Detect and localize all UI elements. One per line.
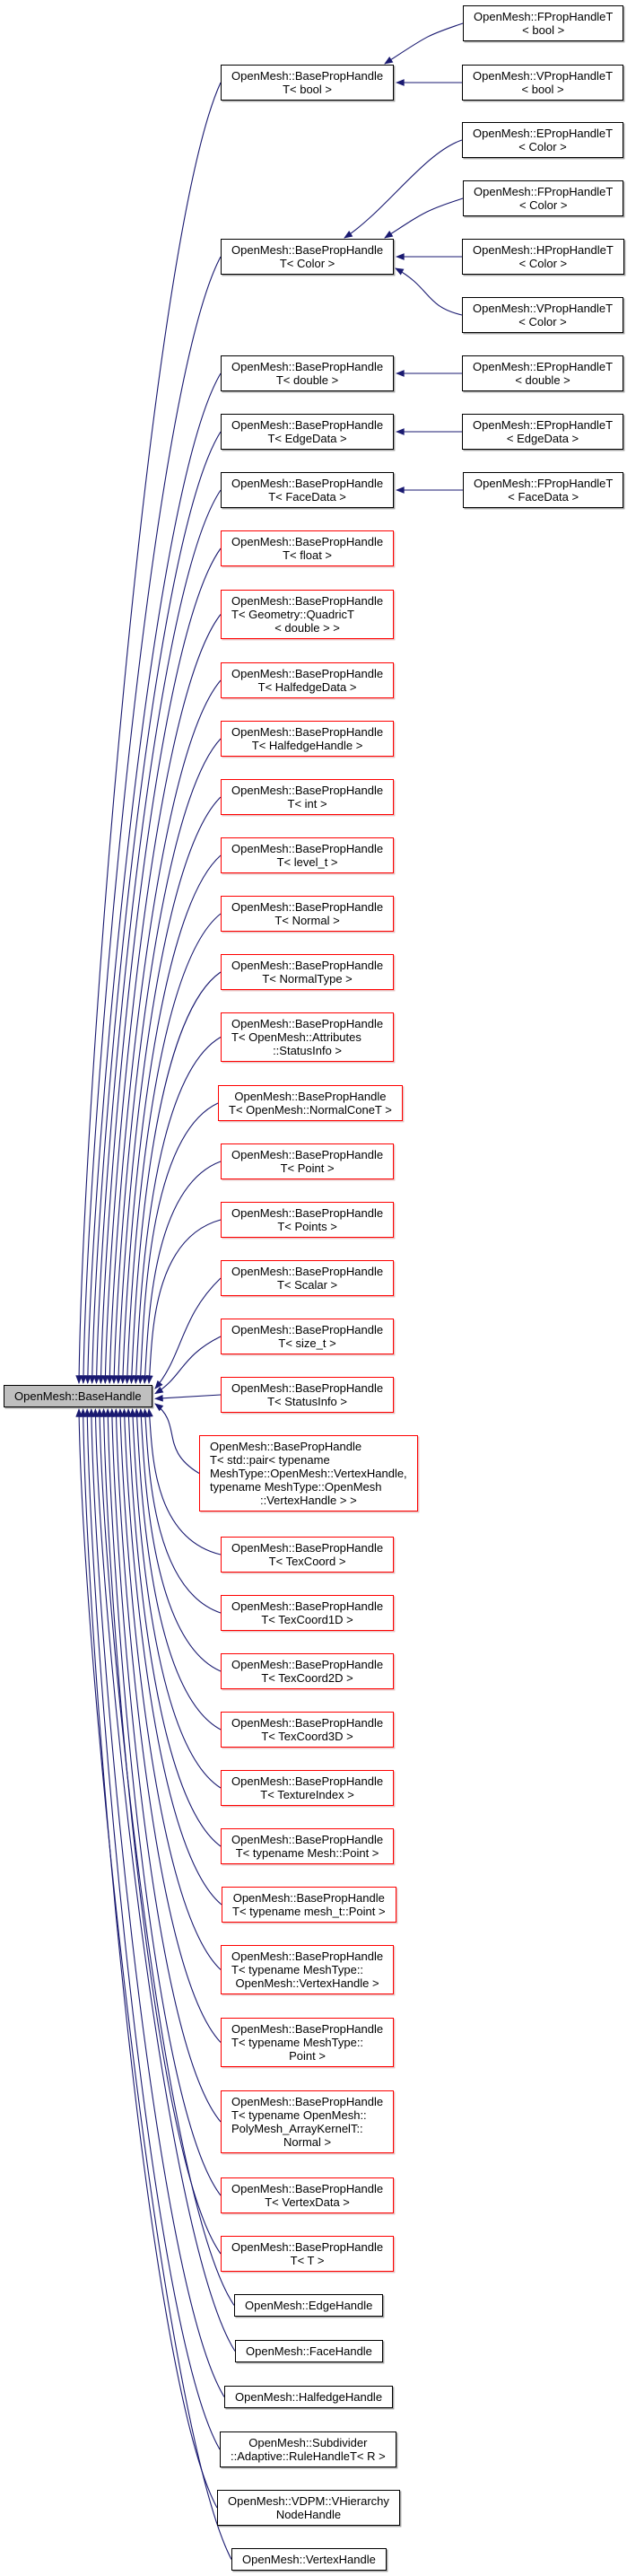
- class-node-bph_int[interactable]: [221, 779, 394, 815]
- class-label-line: < Color >: [518, 257, 568, 270]
- class-node-fprop_facedata[interactable]: [463, 472, 623, 508]
- class-node-bph_edgedata[interactable]: [221, 414, 394, 450]
- class-label-line: T< Point >: [280, 1161, 335, 1175]
- class-label-line: OpenMesh::BasePropHandle: [231, 1716, 384, 1730]
- class-label-line: OpenMesh::BasePropHandle: [231, 2240, 384, 2254]
- class-label-line: typename MeshType::OpenMesh: [210, 1480, 382, 1494]
- class-label-line: T< size_t >: [278, 1336, 336, 1350]
- class-node-bph_point[interactable]: [221, 1143, 394, 1179]
- class-label-line: T< FaceData >: [268, 490, 346, 504]
- class-label-line: T< typename OpenMesh::: [231, 2108, 367, 2122]
- class-node-bph_bool[interactable]: [221, 65, 394, 101]
- class-node-bph_scalar[interactable]: [221, 1260, 394, 1296]
- class-node-facehandle[interactable]: [235, 2340, 383, 2362]
- class-node-vprop_bool[interactable]: [462, 65, 623, 101]
- class-node-bph_meshtype_vh[interactable]: [221, 1945, 394, 1994]
- class-node-bph_halfedgehandle[interactable]: [221, 721, 394, 757]
- class-label-line: < Color >: [518, 198, 568, 212]
- class-node-bph_mesh_t_point[interactable]: [222, 1887, 396, 1923]
- class-label-line: < bool >: [521, 83, 564, 96]
- class-label-line: OpenMesh::BasePropHandle: [231, 2182, 384, 2195]
- class-label-line: T< Geometry::QuadricT: [231, 608, 354, 621]
- class-label-line: T< typename mesh_t::Point >: [232, 1905, 386, 1918]
- class-label-line: OpenMesh::BasePropHandle: [231, 1658, 384, 1671]
- class-label-line: OpenMesh::BasePropHandle: [231, 2022, 384, 2036]
- class-label-line: OpenMesh::BasePropHandle: [231, 959, 384, 972]
- class-label-line: T< typename Mesh::Point >: [235, 1846, 379, 1860]
- class-label-line: OpenMesh::EdgeHandle: [245, 2299, 373, 2312]
- class-label-line: OpenMesh::BasePropHandle: [231, 1323, 384, 1336]
- class-label-line: T< TexCoord3D >: [261, 1730, 353, 1743]
- class-node-bph_polymesh_norm[interactable]: [221, 2090, 394, 2153]
- class-label-line: OpenMesh::VertexHandle >: [235, 1976, 379, 1990]
- class-node-bph_textureindex[interactable]: [221, 1770, 394, 1806]
- class-node-rulehandle[interactable]: [220, 2431, 396, 2467]
- class-node-bph_texcoord3d[interactable]: [221, 1712, 394, 1748]
- class-label-line: OpenMesh::BasePropHandle: [231, 594, 384, 608]
- class-label-line: OpenMesh::BasePropHandle: [231, 725, 384, 739]
- class-label-line: OpenMesh::BasePropHandle: [231, 243, 384, 257]
- class-node-bph_texcoord1d[interactable]: [221, 1595, 394, 1631]
- class-label-line: T< TexCoord1D >: [261, 1613, 353, 1626]
- class-label-line: < bool >: [522, 23, 565, 37]
- class-label-line: OpenMesh::BasePropHandle: [231, 1206, 384, 1220]
- class-label-line: < FaceData >: [508, 490, 579, 504]
- class-label-line: OpenMesh::Subdivider: [248, 2436, 368, 2449]
- class-node-bph_normaltype[interactable]: [221, 954, 394, 990]
- class-node-bph_texcoord[interactable]: [221, 1537, 394, 1573]
- class-label-line: OpenMesh::BasePropHandle: [231, 360, 384, 373]
- class-label-line: OpenMesh::BasePropHandle: [231, 1950, 384, 1963]
- class-label-line: T< VertexData >: [265, 2195, 350, 2209]
- class-node-bph_normal[interactable]: [221, 896, 394, 932]
- class-label-line: MeshType::OpenMesh::VertexHandle,: [210, 1467, 407, 1480]
- class-node-bph_float[interactable]: [221, 530, 394, 566]
- class-label-line: T< HalfedgeData >: [257, 680, 357, 694]
- class-label-line: T< double >: [275, 373, 339, 387]
- class-label-line: T< int >: [287, 797, 327, 810]
- class-label-line: T< float >: [283, 548, 333, 562]
- class-node-bph_color[interactable]: [221, 239, 394, 275]
- class-label-line: OpenMesh::BasePropHandle: [231, 1265, 384, 1278]
- class-label-line: OpenMesh::BasePropHandle: [234, 1090, 387, 1103]
- class-label-line: ::Adaptive::RuleHandleT< R >: [231, 2449, 386, 2463]
- class-label-line: T< typename MeshType::: [231, 1963, 364, 1976]
- class-label-line: OpenMesh::BasePropHandle: [231, 842, 384, 855]
- class-node-vertexhandle[interactable]: [231, 2548, 387, 2571]
- class-label-line: OpenMesh::VertexHandle: [242, 2553, 376, 2566]
- class-label-line: OpenMesh::VDPM::VHierarchy: [228, 2494, 389, 2508]
- class-node-bph_texcoord2d[interactable]: [221, 1653, 394, 1689]
- class-label-line: T< bool >: [283, 83, 333, 96]
- class-node-bph_halfedgedata[interactable]: [221, 662, 394, 698]
- class-label-line: T< std::pair< typename: [210, 1453, 330, 1467]
- class-label-line: OpenMesh::BasePropHandle: [231, 1833, 384, 1846]
- class-label-line: OpenMesh::BasePropHandle: [231, 1599, 384, 1613]
- class-label-line: ::StatusInfo >: [273, 1044, 343, 1057]
- class-label-line: T< OpenMesh::Attributes: [231, 1030, 361, 1044]
- class-label-line: OpenMesh::BasePropHandle: [231, 667, 384, 680]
- class-label-line: OpenMesh::EPropHandleT: [473, 127, 614, 140]
- class-node-fprop_bool[interactable]: [463, 5, 623, 41]
- class-node-halfedgehandle[interactable]: [224, 2386, 393, 2408]
- class-label-line: OpenMesh::BasePropHandle: [231, 1381, 384, 1395]
- class-label-line: OpenMesh::FPropHandleT: [474, 185, 614, 198]
- class-label-line: OpenMesh::BasePropHandle: [231, 900, 384, 914]
- class-label-line: OpenMesh::BasePropHandle: [231, 535, 384, 548]
- class-label-line: < double > >: [274, 621, 340, 635]
- class-node-fprop_color[interactable]: [463, 180, 623, 216]
- class-node-vdpm_nodehandle[interactable]: [217, 2490, 400, 2526]
- class-label-line: T< level_t >: [276, 855, 338, 869]
- class-label-line: T< OpenMesh::NormalConeT >: [229, 1103, 392, 1117]
- class-label-line: < EdgeData >: [506, 432, 579, 445]
- class-node-bph_size_t[interactable]: [221, 1319, 394, 1354]
- class-label-line: OpenMesh::VPropHandleT: [473, 69, 614, 83]
- class-label-line: NodeHandle: [275, 2508, 342, 2521]
- class-label-line: T< typename MeshType::: [231, 2036, 364, 2049]
- class-label-line: T< HalfedgeHandle >: [251, 739, 363, 752]
- class-node-bph_mesh_point[interactable]: [221, 1828, 394, 1864]
- class-label-line: T< TexCoord >: [268, 1555, 346, 1568]
- class-node-bph_meshtype_point[interactable]: [221, 2018, 394, 2067]
- class-label-line: OpenMesh::EPropHandleT: [473, 360, 614, 373]
- class-label-line: OpenMesh::BasePropHandle: [231, 477, 384, 490]
- class-node-bph_points[interactable]: [221, 1202, 394, 1238]
- class-label-line: OpenMesh::BasePropHandle: [231, 1017, 384, 1030]
- class-label-line: OpenMesh::BasePropHandle: [231, 1148, 384, 1161]
- class-node-bph_statusinfo[interactable]: [221, 1377, 394, 1413]
- class-label-line: OpenMesh::BasePropHandle: [210, 1440, 362, 1453]
- class-node-bph_double[interactable]: [221, 355, 394, 391]
- class-label-line: OpenMesh::BasePropHandle: [231, 2095, 384, 2108]
- class-label-line: Point >: [289, 2049, 326, 2063]
- class-node-vprop_color[interactable]: [462, 297, 623, 333]
- class-label-line: T< NormalType >: [262, 972, 353, 986]
- class-label-line: ::VertexHandle > >: [260, 1494, 357, 1507]
- class-label-line: OpenMesh::HalfedgeHandle: [235, 2390, 383, 2404]
- class-node-edgehandle[interactable]: [234, 2294, 383, 2317]
- class-label-line: < Color >: [518, 140, 567, 153]
- class-label-line: OpenMesh::EPropHandleT: [473, 418, 614, 432]
- class-label-line: OpenMesh::FPropHandleT: [474, 477, 614, 490]
- class-node-bph_t[interactable]: [221, 2236, 394, 2272]
- class-node-bph_facedata[interactable]: [221, 472, 394, 508]
- class-label-line: PolyMesh_ArrayKernelT::: [231, 2122, 363, 2135]
- class-label-line: OpenMesh::BasePropHandle: [231, 418, 384, 432]
- class-node-hprop_color[interactable]: [462, 239, 624, 275]
- class-label-line: OpenMesh::BasePropHandle: [231, 1774, 384, 1788]
- class-label-line: T< Normal >: [274, 914, 340, 927]
- class-node-eprop_edgedata[interactable]: [462, 414, 623, 450]
- class-label-line: < Color >: [518, 315, 567, 329]
- class-node-bph_statusinfo_ns[interactable]: [221, 1012, 394, 1062]
- class-node-bph_normalcone[interactable]: [218, 1085, 403, 1121]
- class-node-eprop_color[interactable]: [462, 122, 623, 158]
- class-node-bph_quadric[interactable]: [221, 590, 394, 639]
- class-label-line: OpenMesh::BasePropHandle: [231, 1541, 384, 1555]
- class-label-line: OpenMesh::BasePropHandle: [231, 69, 384, 83]
- class-label-line: T< Points >: [277, 1220, 337, 1233]
- class-node-eprop_double[interactable]: [462, 355, 623, 391]
- class-node-bph_vertexdata[interactable]: [221, 2177, 394, 2213]
- class-label-line: OpenMesh::FaceHandle: [246, 2344, 372, 2358]
- class-label-line: Normal >: [283, 2135, 332, 2149]
- class-label-line: T< T >: [290, 2254, 325, 2267]
- class-label-line: OpenMesh::HPropHandleT: [473, 243, 614, 257]
- class-label-line: OpenMesh::FPropHandleT: [474, 10, 614, 23]
- class-label-line: T< EdgeData >: [267, 432, 347, 445]
- class-label-line: T< Scalar >: [276, 1278, 338, 1292]
- class-node-root-base: [4, 1385, 152, 1407]
- class-node-bph_level_t[interactable]: [221, 837, 394, 873]
- class-label-line: OpenMesh::BasePropHandle: [231, 784, 384, 797]
- class-label-line: T< TextureIndex >: [260, 1788, 354, 1801]
- class-label-line: OpenMesh::BaseHandle: [14, 1389, 142, 1403]
- class-label-line: T< TexCoord2D >: [261, 1671, 353, 1685]
- class-label-line: < double >: [515, 373, 570, 387]
- class-label-line: OpenMesh::BasePropHandle: [232, 1891, 385, 1905]
- class-label-line: T< StatusInfo >: [267, 1395, 347, 1408]
- class-label-line: T< Color >: [279, 257, 335, 270]
- class-label-line: OpenMesh::VPropHandleT: [473, 302, 614, 315]
- class-node-bph_stdpair[interactable]: [199, 1435, 418, 1511]
